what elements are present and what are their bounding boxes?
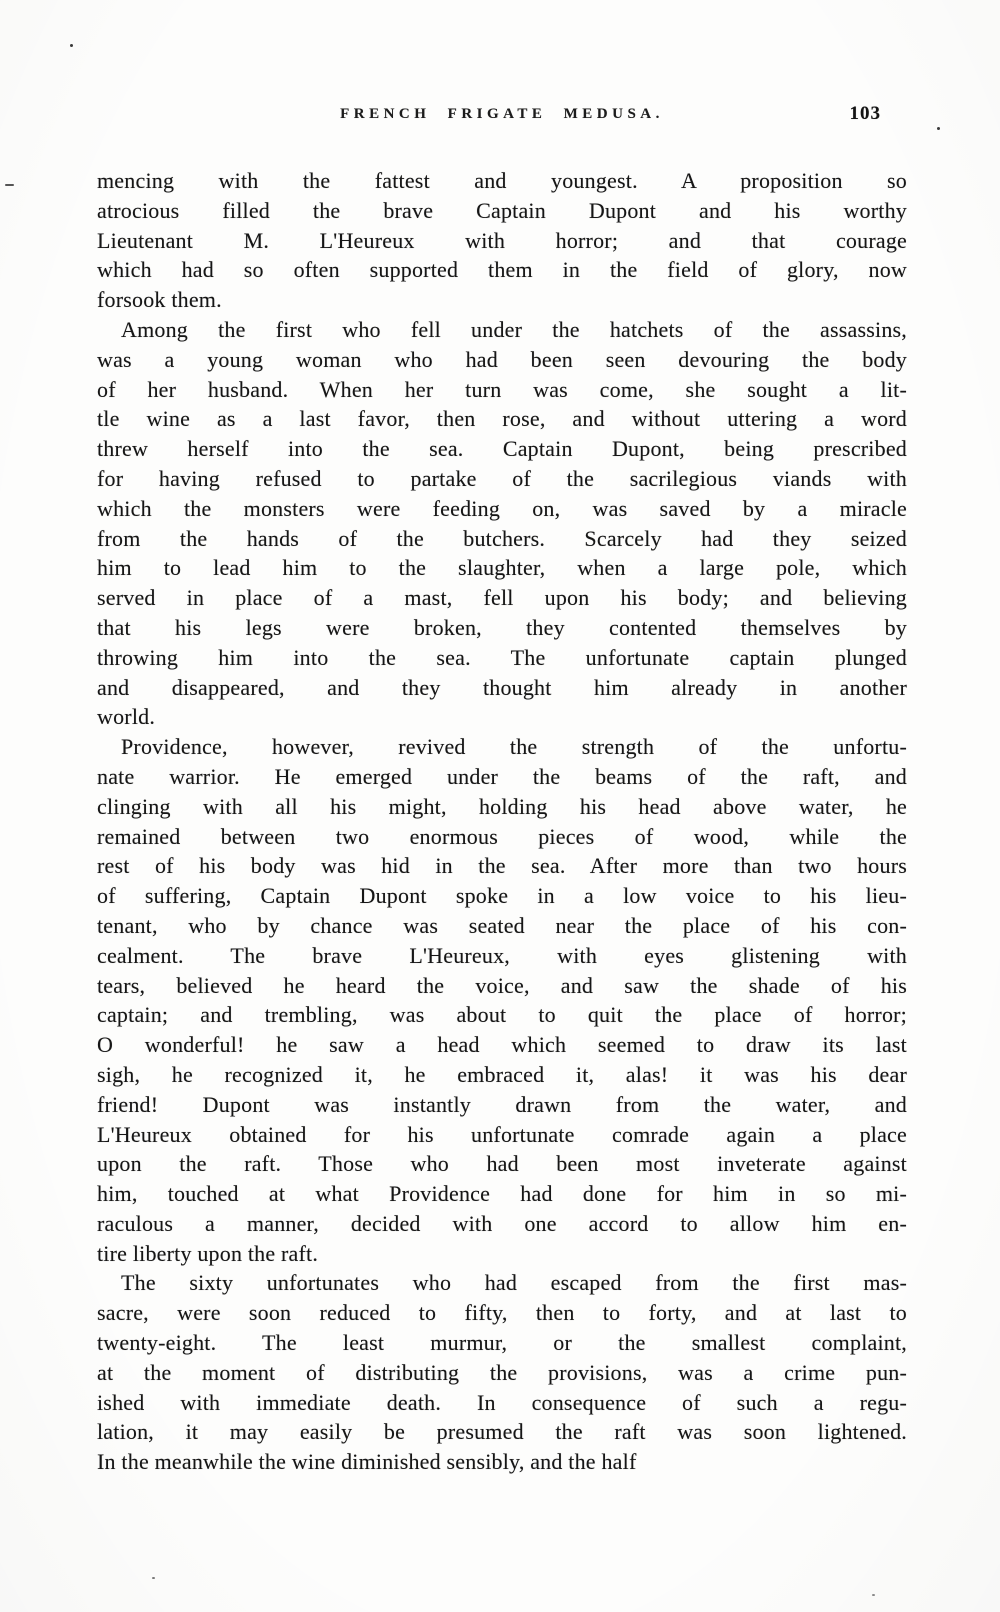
text-line: that his legs were broken, they contented themselves by: [97, 614, 907, 640]
text-line: from the hands of the butchers. Scarcely had they seized: [97, 525, 907, 551]
text-line: mencing with the fattest and youngest. A proposition so: [97, 168, 907, 193]
text-line: tle wine as a last favor, then rose, and without uttering a word: [97, 406, 907, 432]
text-line: nate warrior. He emerged under the beams of the raft, and: [97, 763, 907, 789]
text-line: rest of his body was hid in the sea. After more than two hours: [97, 853, 907, 879]
text-line: captain; and trembling, was about to quit the place of horror;: [97, 1002, 907, 1028]
text-line: tears, believed he heard the voice, and saw the shade of his: [97, 972, 907, 998]
text-line: of suffering, Captain Dupont spoke in a low voice to his lieu-: [97, 883, 907, 909]
text-line: him to lead him to the slaughter, when a large pole, which: [97, 555, 907, 581]
scan-artifact: [70, 44, 73, 47]
text-line: atrocious filled the brave Captain Dupont and his worthy: [97, 197, 907, 223]
text-line: world.: [97, 704, 156, 730]
text-line: raculous a manner, decided with one accord to allow him en-: [97, 1210, 907, 1236]
body-text: [97, 166, 907, 1477]
text-line: Providence, however, revived the strength of the unfortu-: [121, 734, 907, 760]
text-line: of her husband. When her turn was come, she sought a lit-: [97, 376, 907, 402]
text-line: L'Heureux obtained for his unfortunate comrade again a place: [97, 1121, 907, 1147]
text-line: The sixty unfortunates who had escaped from the first mas-: [121, 1270, 907, 1296]
paragraph: [97, 315, 907, 732]
text-line: In the meanwhile the wine diminished sensibly, and the half: [97, 1449, 637, 1475]
text-line: for having refused to partake of the sacrilegious viands with: [97, 465, 907, 491]
text-line: threw herself into the sea. Captain Dupont, being prescribed: [97, 436, 907, 462]
scan-artifact: [872, 1594, 875, 1596]
text-line: clinging with all his might, holding his head above water, he: [97, 793, 907, 819]
text-line: twenty-eight. The least murmur, or the smallest complaint,: [97, 1330, 907, 1356]
text-line: served in place of a mast, fell upon his body; and believing: [97, 585, 907, 611]
text-line: at the moment of distributing the provisions, was a crime pun-: [97, 1359, 907, 1385]
text-line: throwing him into the sea. The unfortunate captain plunged: [97, 644, 907, 670]
text-line: him, touched at what Providence had done for him in so mi-: [97, 1181, 907, 1207]
paragraph: [97, 166, 907, 315]
running-title: FRENCH FRIGATE MEDUSA.: [340, 106, 664, 122]
text-line: which had so often supported them in the field of glory, now: [97, 257, 907, 283]
scan-artifact: [937, 127, 940, 130]
text-line: Lieutenant M. L'Heureux with horror; and that courage: [97, 227, 907, 253]
page-header: [97, 103, 907, 132]
text-line: lation, it may easily be presumed the raft was soon lightened.: [97, 1419, 907, 1445]
text-line: remained between two enormous pieces of wood, while the: [97, 823, 907, 849]
text-line: ished with immediate death. In consequence of such a regu-: [97, 1389, 907, 1415]
text-line: cealment. The brave L'Heureux, with eyes glistening with: [97, 942, 907, 968]
text-line: Among the first who fell under the hatchets of the assassins,: [121, 316, 907, 342]
text-line: friend! Dupont was instantly drawn from the water, and: [97, 1091, 907, 1117]
scan-artifact: [152, 1577, 155, 1579]
text-line: sacre, were soon reduced to fifty, then to forty, and at last to: [97, 1300, 907, 1326]
text-line: O wonderful! he saw a head which seemed to draw its last: [97, 1032, 907, 1058]
scan-artifact: [5, 184, 14, 186]
text-line: was a young woman who had been seen devouring the body: [97, 346, 907, 372]
text-line: sigh, he recognized it, he embraced it, alas! it was his dear: [97, 1061, 907, 1087]
page-number: 103: [849, 103, 881, 124]
text-line: tire liberty upon the raft.: [97, 1240, 319, 1266]
paragraph: [97, 1268, 907, 1477]
text-line: tenant, who by chance was seated near the place of his con-: [97, 912, 907, 938]
text-line: upon the raft. Those who had been most inveterate against: [97, 1151, 907, 1177]
paragraph: [97, 732, 907, 1268]
text-line: forsook them.: [97, 287, 222, 313]
text-line: and disappeared, and they thought him already in another: [97, 674, 907, 700]
text-line: which the monsters were feeding on, was saved by a miracle: [97, 495, 907, 521]
